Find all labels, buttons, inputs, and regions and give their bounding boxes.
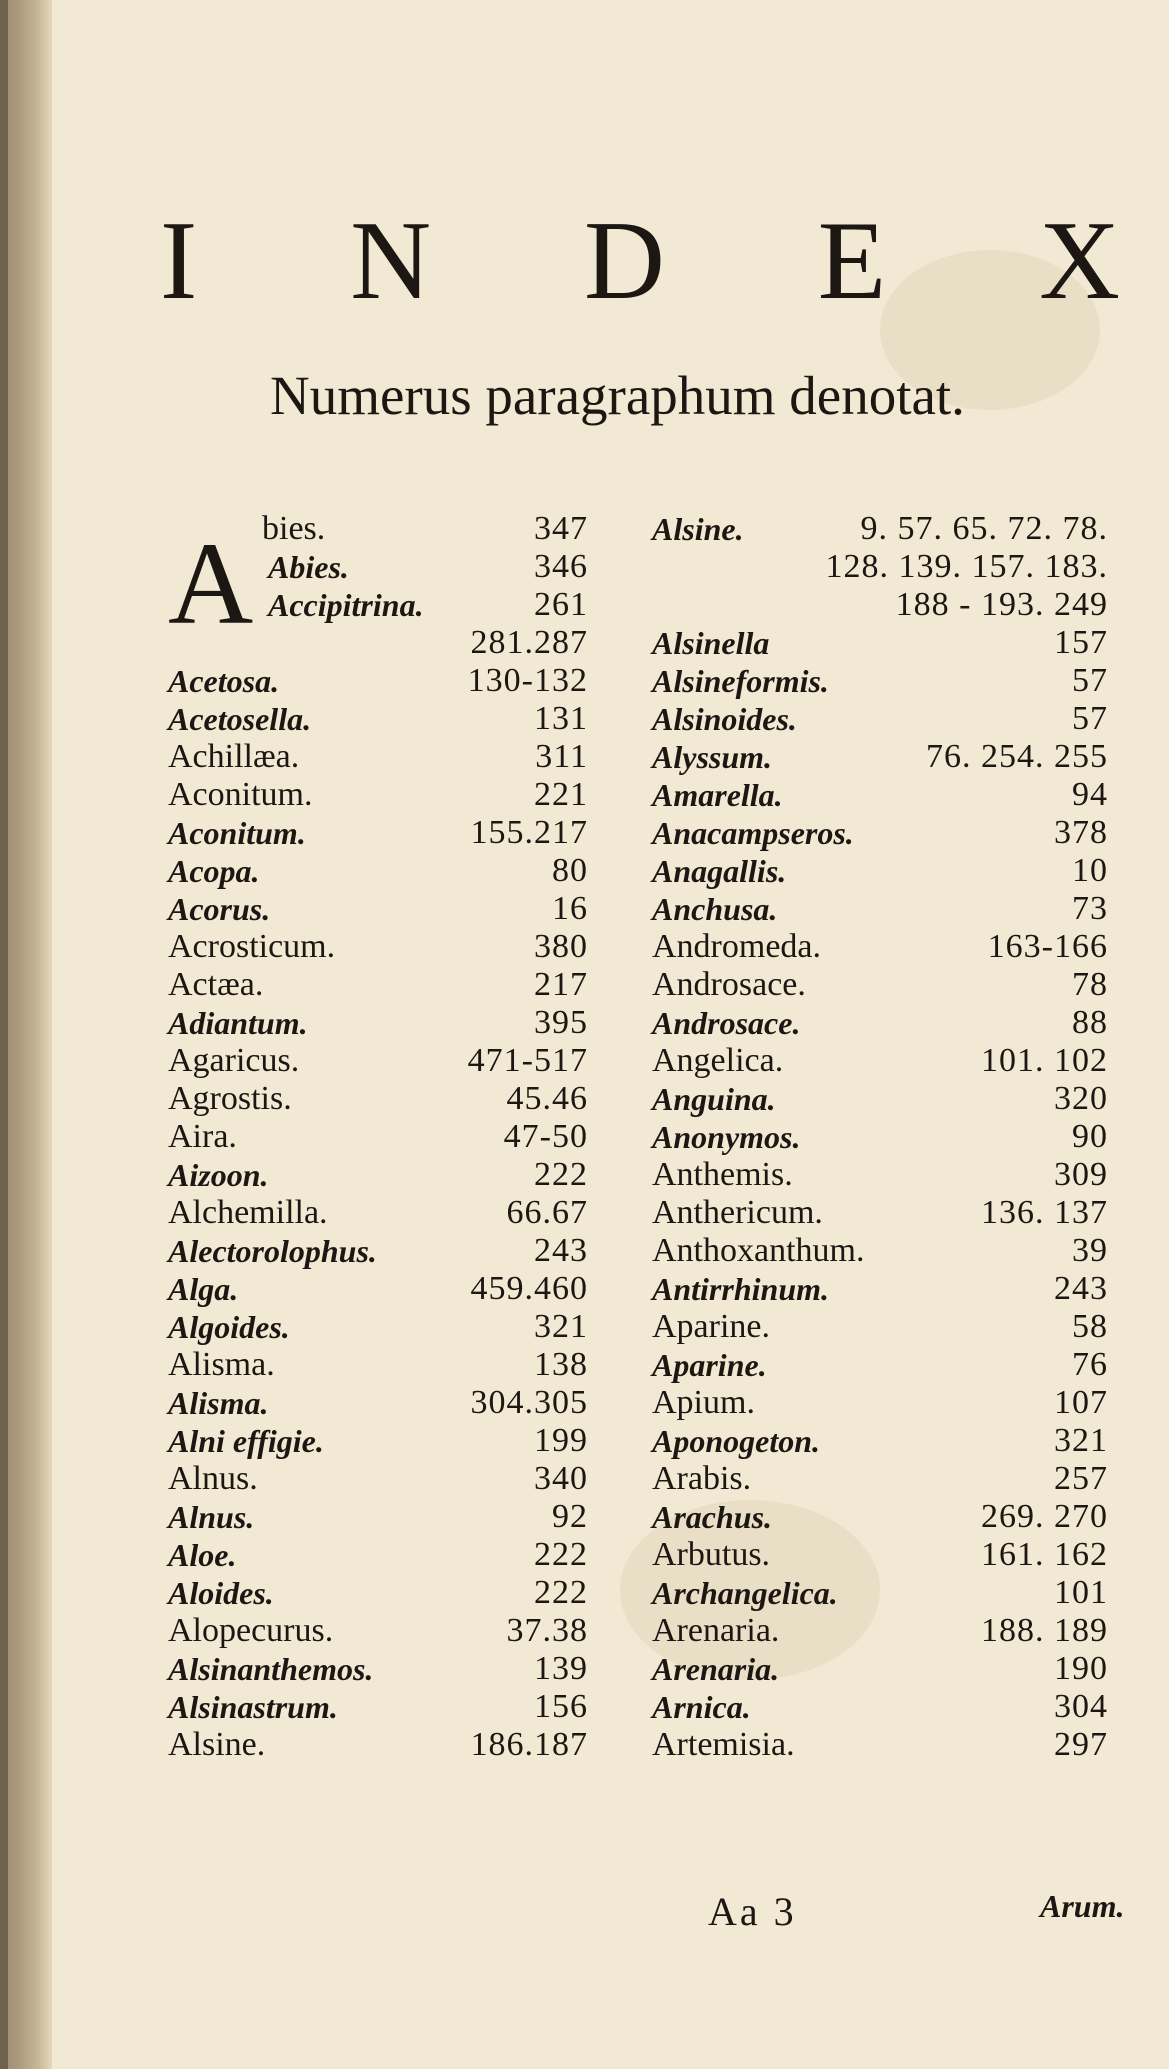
title-letter: N [350, 199, 432, 323]
entry-number: 304 [1054, 1688, 1108, 1725]
index-entry [652, 1688, 1108, 1726]
index-entry [652, 1194, 1108, 1232]
index-entry [168, 1308, 588, 1346]
entry-term: Androsace. [652, 1005, 801, 1041]
entry-number: 157 [1054, 624, 1108, 661]
signature-mark: Aa 3 [708, 1889, 797, 1934]
index-entry [168, 814, 588, 852]
entry-term: Alga. [168, 1271, 239, 1307]
entry-number: 321 [1054, 1422, 1108, 1459]
entry-term: Artemisia. [652, 1726, 795, 1763]
entry-term: Alectorolophus. [168, 1233, 377, 1269]
entry-number: 471-517 [467, 1042, 588, 1079]
index-column-right [652, 510, 1108, 1764]
entry-number: 269. 270 [981, 1498, 1108, 1535]
entry-number: 188 - 193. 249 [895, 586, 1108, 623]
index-entry [652, 624, 1108, 662]
entry-number: 94 [1072, 776, 1108, 813]
entry-term: Andromeda. [652, 928, 822, 965]
entry-term: Angelica. [652, 1042, 784, 1079]
entry-number: 163-166 [987, 928, 1108, 965]
index-entry [652, 966, 1108, 1004]
entry-number: 107 [1054, 1384, 1108, 1421]
entry-term: Archangelica. [652, 1575, 838, 1611]
entry-term: Arabis. [652, 1460, 752, 1497]
entry-term: Aloides. [168, 1575, 274, 1611]
entry-number: 321 [534, 1308, 588, 1345]
index-entry [168, 1688, 588, 1726]
entry-number: 186.187 [470, 1726, 588, 1763]
index-entry [168, 1460, 588, 1498]
entry-term: Alsine. [168, 1726, 266, 1763]
entry-number: 92 [552, 1498, 588, 1535]
entry-term: Alsinoides. [652, 701, 797, 737]
index-entry [168, 776, 588, 814]
entry-number: 378 [1054, 814, 1108, 851]
entry-term: Anacampseros. [652, 815, 854, 851]
binding-gutter [0, 0, 52, 2069]
entry-number: 58 [1072, 1308, 1108, 1345]
entry-term: Alopecurus. [168, 1612, 334, 1649]
index-entry [168, 1498, 588, 1536]
index-entry [652, 586, 1108, 624]
entry-term: Aconitum. [168, 776, 313, 813]
entry-term: Anthemis. [652, 1156, 793, 1193]
entry-term: Accipitrina. [268, 587, 424, 623]
page-title [160, 199, 1120, 323]
index-entry [168, 1194, 588, 1232]
entry-number: 261 [534, 586, 588, 623]
entry-term: Alnus. [168, 1499, 255, 1535]
entry-number: 10 [1072, 852, 1108, 889]
index-entry [652, 1422, 1108, 1460]
index-entry [168, 1650, 588, 1688]
entry-term: Arenaria. [652, 1651, 780, 1687]
entry-number: 76. 254. 255 [926, 738, 1108, 775]
entry-term: Acopa. [168, 853, 260, 889]
entry-number: 257 [1054, 1460, 1108, 1497]
entry-number: 73 [1072, 890, 1108, 927]
index-entry [168, 700, 588, 738]
entry-number: 9. 57. 65. 72. 78. [860, 510, 1108, 547]
entry-number: 155.217 [470, 814, 588, 851]
index-entry [168, 662, 588, 700]
entry-term: bies. [262, 510, 326, 547]
entry-term: Alsinella [652, 625, 770, 661]
entry-number: 156 [534, 1688, 588, 1725]
entry-number: 320 [1054, 1080, 1108, 1117]
entry-number: 340 [534, 1460, 588, 1497]
index-entry [652, 814, 1108, 852]
entry-term: Arachus. [652, 1499, 773, 1535]
entry-term: Acetosa. [168, 663, 280, 699]
title-letter: X [1039, 199, 1120, 323]
entry-number: 222 [534, 1536, 588, 1573]
entry-term: Anonymos. [652, 1119, 801, 1155]
entry-number: 222 [534, 1156, 588, 1193]
entry-term: Apium. [652, 1384, 755, 1421]
entry-number: 139 [534, 1650, 588, 1687]
index-column-left [168, 510, 588, 1764]
entry-term: Alsinanthemos. [168, 1651, 374, 1687]
index-entry [168, 1080, 588, 1118]
index-entry [652, 1726, 1108, 1764]
entry-number: 128. 139. 157. 183. [825, 548, 1108, 585]
index-entry [652, 928, 1108, 966]
drop-cap: A [168, 518, 254, 649]
index-entry [168, 1270, 588, 1308]
index-entry [652, 738, 1108, 776]
entry-term: Alni effigie. [168, 1423, 324, 1459]
index-entry [168, 1612, 588, 1650]
index-entry [168, 548, 588, 586]
entry-number: 311 [535, 738, 588, 775]
index-entry [652, 1612, 1108, 1650]
entry-number: 76 [1072, 1346, 1108, 1383]
entry-number: 297 [1054, 1726, 1108, 1763]
index-entry [168, 1346, 588, 1384]
entry-term: Androsace. [652, 966, 806, 1003]
entry-number: 101. 102 [981, 1042, 1108, 1079]
entry-term: Aira. [168, 1118, 237, 1155]
entry-number: 309 [1054, 1156, 1108, 1193]
index-entry [652, 1498, 1108, 1536]
entry-number: 459.460 [470, 1270, 588, 1307]
index-entry [652, 890, 1108, 928]
index-entry [652, 1650, 1108, 1688]
index-entry [168, 890, 588, 928]
entry-term: Acorus. [168, 891, 271, 927]
index-entry [652, 700, 1108, 738]
entry-term: Alchemilla. [168, 1194, 328, 1231]
index-entry [168, 1156, 588, 1194]
entry-term: Antirrhinum. [652, 1271, 829, 1307]
entry-number: 222 [534, 1574, 588, 1611]
entry-term: Aparine. [652, 1308, 771, 1345]
catchword: Arum. [1040, 1888, 1125, 1924]
index-entry [652, 776, 1108, 814]
entry-term: Aloe. [168, 1537, 237, 1573]
index-entry [168, 1118, 588, 1156]
entry-term: Algoides. [168, 1309, 290, 1345]
index-entry [652, 548, 1108, 586]
entry-number: 57 [1072, 662, 1108, 699]
entry-term: Anagallis. [652, 853, 787, 889]
entry-term: Anchusa. [652, 891, 778, 927]
index-entry [168, 738, 588, 776]
entry-term: Anthericum. [652, 1194, 823, 1231]
entry-term: Arbutus. [652, 1536, 771, 1573]
index-entry [652, 1308, 1108, 1346]
binding-edge [0, 0, 8, 2069]
index-entry [168, 1042, 588, 1080]
index-entry [168, 1422, 588, 1460]
entry-term: Alsinastrum. [168, 1689, 338, 1725]
entry-term: Actæa. [168, 966, 264, 1003]
index-entry [652, 1232, 1108, 1270]
entry-term: Alsineformis. [652, 663, 829, 699]
index-entry [652, 1574, 1108, 1612]
index-entry [168, 586, 588, 624]
entry-number: 47-50 [503, 1118, 588, 1155]
entry-term: Arnica. [652, 1689, 751, 1725]
entry-number: 45.46 [506, 1080, 588, 1117]
entry-number: 90 [1072, 1118, 1108, 1155]
entry-number: 66.67 [506, 1194, 588, 1231]
page-subtitle: Numerus paragraphum denotat. [270, 365, 965, 426]
index-entry [652, 1384, 1108, 1422]
entry-number: 395 [534, 1004, 588, 1041]
index-entry [168, 1726, 588, 1764]
index-entry [652, 1042, 1108, 1080]
entry-term: Aponogeton. [652, 1423, 821, 1459]
entry-number: 281.287 [470, 624, 588, 661]
entry-number: 188. 189 [981, 1612, 1108, 1649]
entry-number: 88 [1072, 1004, 1108, 1041]
entry-number: 39 [1072, 1232, 1108, 1269]
index-entry [168, 510, 588, 548]
entry-number: 221 [534, 776, 588, 813]
entry-term: Acrosticum. [168, 928, 336, 965]
entry-term: Acetosella. [168, 701, 312, 737]
entry-term: Arenaria. [652, 1612, 780, 1649]
index-entry [168, 1004, 588, 1042]
entry-term: Agrostis. [168, 1080, 292, 1117]
index-entry [168, 966, 588, 1004]
index-entry [652, 662, 1108, 700]
index-entry [652, 1118, 1108, 1156]
entry-number: 190 [1054, 1650, 1108, 1687]
entry-term: Anthoxanthum. [652, 1232, 865, 1269]
index-entry [168, 624, 588, 662]
index-entry [652, 1460, 1108, 1498]
title-letter: D [583, 199, 665, 323]
entry-number: 80 [552, 852, 588, 889]
entry-number: 130-132 [467, 662, 588, 699]
entry-term: Aizoon. [168, 1157, 269, 1193]
entry-term: Amarella. [652, 777, 783, 813]
entry-number: 346 [534, 548, 588, 585]
index-entry [652, 1270, 1108, 1308]
entry-number: 243 [534, 1232, 588, 1269]
entry-number: 304.305 [470, 1384, 588, 1421]
entry-number: 347 [534, 510, 588, 547]
index-entry [652, 852, 1108, 890]
index-entry [168, 928, 588, 966]
entry-term: Alyssum. [652, 739, 773, 775]
entry-term: Achillæa. [168, 738, 300, 775]
entry-number: 136. 137 [981, 1194, 1108, 1231]
index-entry [652, 1004, 1108, 1042]
index-entry [168, 1574, 588, 1612]
entry-number: 16 [552, 890, 588, 927]
entry-number: 243 [1054, 1270, 1108, 1307]
entry-term: Anguina. [652, 1081, 776, 1117]
entry-term: Alisma. [168, 1346, 275, 1383]
entry-number: 161. 162 [981, 1536, 1108, 1573]
entry-term: Alnus. [168, 1460, 258, 1497]
index-entry [652, 1536, 1108, 1574]
entry-number: 217 [534, 966, 588, 1003]
title-letter: E [817, 199, 887, 323]
entry-number: 57 [1072, 700, 1108, 737]
entry-term: Aparine. [652, 1347, 767, 1383]
index-entry [168, 1536, 588, 1574]
entry-number: 78 [1072, 966, 1108, 1003]
entry-number: 131 [534, 700, 588, 737]
entry-term: Aconitum. [168, 815, 306, 851]
index-entry [168, 852, 588, 890]
entry-term: Adiantum. [168, 1005, 308, 1041]
entry-term: Agaricus. [168, 1042, 300, 1079]
entry-number: 380 [534, 928, 588, 965]
index-entry [168, 1232, 588, 1270]
entry-number: 199 [534, 1422, 588, 1459]
entry-number: 138 [534, 1346, 588, 1383]
entry-term: Alsine. [652, 511, 744, 547]
index-entry [652, 1156, 1108, 1194]
entry-number: 37.38 [506, 1612, 588, 1649]
entry-number: 101 [1054, 1574, 1108, 1611]
index-entry [168, 1384, 588, 1422]
entry-term: Abies. [268, 549, 349, 585]
title-letter: I [160, 199, 198, 323]
entry-term: Alisma. [168, 1385, 269, 1421]
index-entry [652, 1080, 1108, 1118]
index-entry [652, 1346, 1108, 1384]
index-entry [652, 510, 1108, 548]
